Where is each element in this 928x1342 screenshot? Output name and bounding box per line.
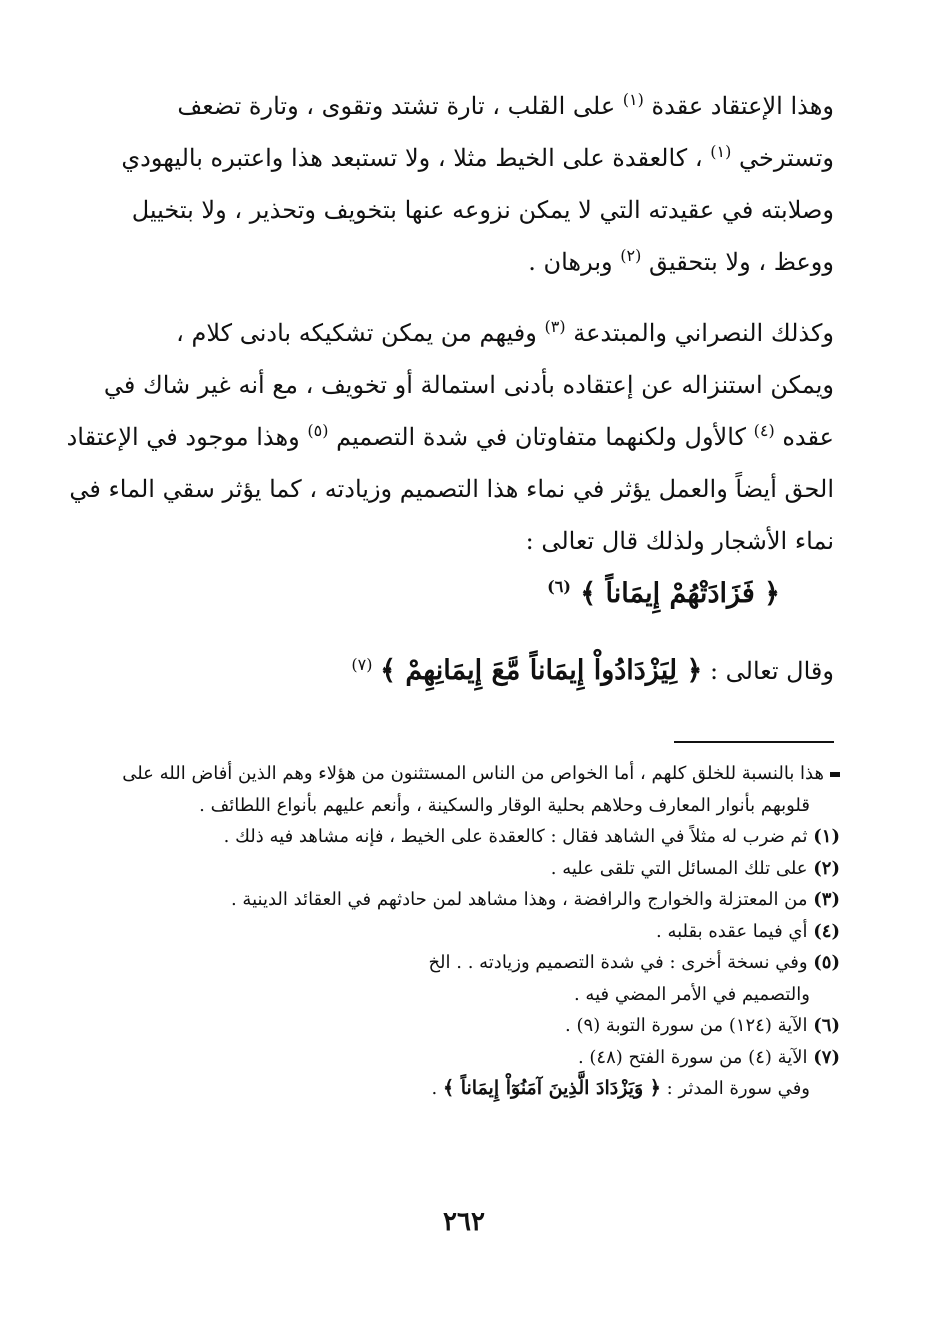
paragraph-line: وصلابته في عقيدته التي لا يمكن نزوعه عنها بتخويف وتحذير ، ولا بتخييل	[131, 196, 834, 224]
footnote-ref: (٢)	[620, 246, 642, 265]
paragraph-1	[118, 80, 834, 288]
footnote-7-cont: وفي سورة المدثر : ﴿ وَيَزْدَادَ الَّذِينَ آمَنُوٓاْ إِيمَاناً ﴾ .	[431, 1077, 810, 1099]
quran-verse-2	[351, 655, 834, 686]
paragraph-line: وكذلك النصراني والمبتدعة $^{(٣)}$ وفيهم من يمكن تشكيكه بادنى كلام ،	[176, 317, 834, 347]
paragraph-line: وتسترخي $^{(١)}$ ، كالعقدة على الخيط مثلا ، ولا تستبعد هذا واعتبره باليهودي	[121, 142, 834, 172]
footnote-ref: (٤)	[753, 421, 775, 440]
footnote-2: (٢) على تلك المسائل التي تلقى عليه .	[550, 857, 840, 879]
paragraph-line: الحق أيضاً والعمل يؤثر في نماء هذا التصميم وزيادته ، كما يؤثر سقي الماء في	[69, 475, 834, 503]
footnote-4: (٤) أي فيما عقده بقلبه .	[656, 920, 840, 942]
footnote-ref: (٧)	[351, 655, 373, 674]
footnote-star: هذا بالنسبة للخلق كلهم ، أما الخواص من الناس المستثنون من هؤلاء وهم الذين أفاض الله على	[120, 758, 840, 790]
footnote-ref: (٥)	[307, 421, 329, 440]
bullet-icon	[830, 772, 840, 777]
verse-text: ﴿ فَزَادَتْهُمْ إِيمَاناً ﴾	[580, 578, 780, 609]
footnote-7: (٧) الآية (٤) من سورة الفتح (٤٨) .	[577, 1046, 840, 1068]
footnote-ref: (١)	[710, 142, 732, 161]
footnote-star-cont: قلوبهم بأنوار المعارف وحلاهم بحلية الوقار والسكينة ، وأنعم عليهم بأنواع اللطائف .	[199, 794, 810, 816]
footnote-6: (٦) الآية (١٢٤) من سورة التوبة (٩) .	[565, 1015, 840, 1036]
footnote-divider	[674, 741, 834, 743]
paragraph-line: ويمكن استنزاله عن إعتقاده بأدنى استمالة أو تخويف ، مع أنه غير شاك في	[103, 371, 834, 399]
footnote-5-cont: والتصميم في الأمر المضي فيه .	[573, 983, 810, 1005]
footnotes	[120, 758, 840, 1105]
footnote-ref: (٣)	[544, 317, 566, 336]
footnote-1: (١) ثم ضرب له مثلاً في الشاهد فقال : كالعقدة على الخيط ، فإنه مشاهد فيه ذلك .	[223, 826, 840, 847]
page-number: ٢٦٢	[443, 1207, 485, 1237]
verse-intro: وقال تعالى :	[709, 657, 834, 685]
footnote-ref: (١)	[622, 90, 644, 109]
paragraph-2	[66, 307, 834, 567]
paragraph-line: ووعظ ، ولا بتحقيق $^{(٢)}$ وبرهان .	[528, 246, 834, 276]
footnote-5: (٥) وفي نسخة أخرى : في شدة التصميم وزيادته . . الخ	[428, 952, 840, 973]
verse-text: ﴿ لِيَزْدَادُواْ إِيمَاناً مَّعَ إِيمَانِهِمْ ﴾	[380, 655, 703, 686]
footnote-ref: (٦)	[547, 577, 571, 596]
paragraph-line: وهذا الإعتقاد عقدة $^{(١)}$ على القلب ، تارة تشتد وتقوى ، وتارة تضعف	[177, 90, 834, 120]
paragraph-line: عقده $^{(٤)}$ كالأول ولكنهما متفاوتان في شدة التصميم $^{(٥)}$ وهذا موجود في الإعتقاد	[66, 421, 834, 451]
paragraph-line: نماء الأشجار ولذلك قال تعالى :	[525, 527, 834, 555]
footnote-3: (٣) من المعتزلة والخوارج والرافضة ، وهذا مشاهد لمن حادثهم في العقائد الدينية .	[230, 889, 840, 910]
quran-verse-1	[547, 578, 780, 609]
